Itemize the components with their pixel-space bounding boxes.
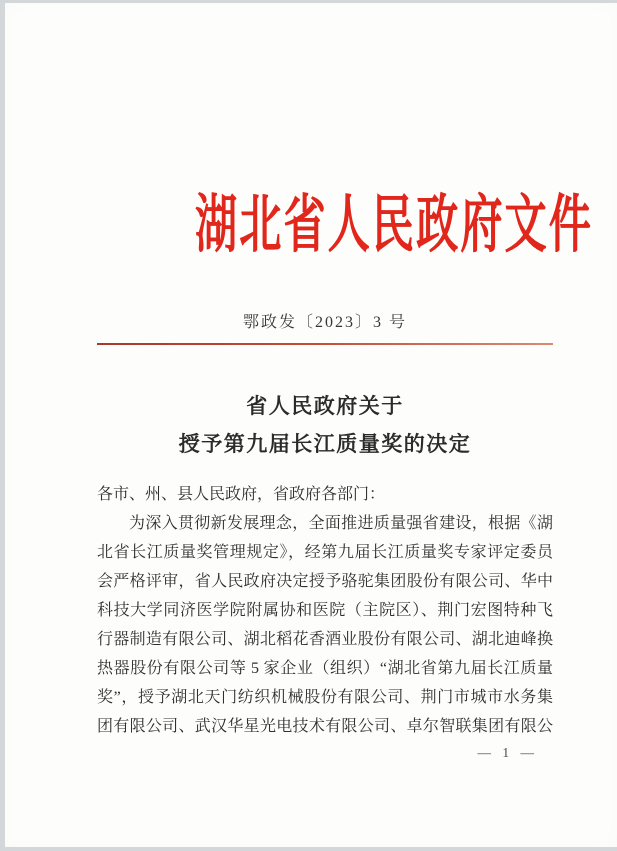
document-page [5, 3, 617, 847]
red-header-title [97, 189, 593, 261]
body-line: 科技大学同济医学院附属协和医院（主院区）、荆门宏图特种飞 [97, 602, 553, 619]
red-header-title-text: 湖北省人民政府文件 [195, 190, 593, 260]
body-line: 热器股份有限公司等 5 家企业（组织）“湖北省第九届长江质量 [97, 660, 553, 677]
body-line: 奖”，授予湖北天门纺织机械股份有限公司、荆门市城市水务集 [97, 689, 553, 706]
document-title-line2: 授予第九届长江质量奖的决定 [178, 432, 472, 456]
body-line: 为深入贯彻新发展理念，全面推进质量强省建设，根据《湖 [129, 515, 553, 532]
salutation: 各市、州、县人民政府，省政府各部门： [97, 486, 386, 503]
body-line: 会严格评审，省人民政府决定授予骆驼集团股份有限公司、华中 [97, 573, 553, 590]
document-title-line1: 省人民政府关于 [246, 394, 404, 418]
body-line: 团有限公司、武汉华星光电技术有限公司、卓尔智联集团有限公 [97, 718, 553, 735]
body-line: 行器制造有限公司、湖北稻花香酒业股份有限公司、湖北迪峰换 [97, 631, 553, 648]
red-separator-line [97, 343, 553, 345]
document-body [97, 480, 553, 741]
content-column [97, 189, 593, 762]
body-line: 北省长江质量奖管理规定》，经第九届长江质量奖专家评定委员 [97, 544, 553, 561]
page-number: — 1 — [477, 745, 538, 760]
document-title [97, 387, 553, 463]
doc-number: 鄂政发〔2023〕3 号 [242, 314, 407, 331]
